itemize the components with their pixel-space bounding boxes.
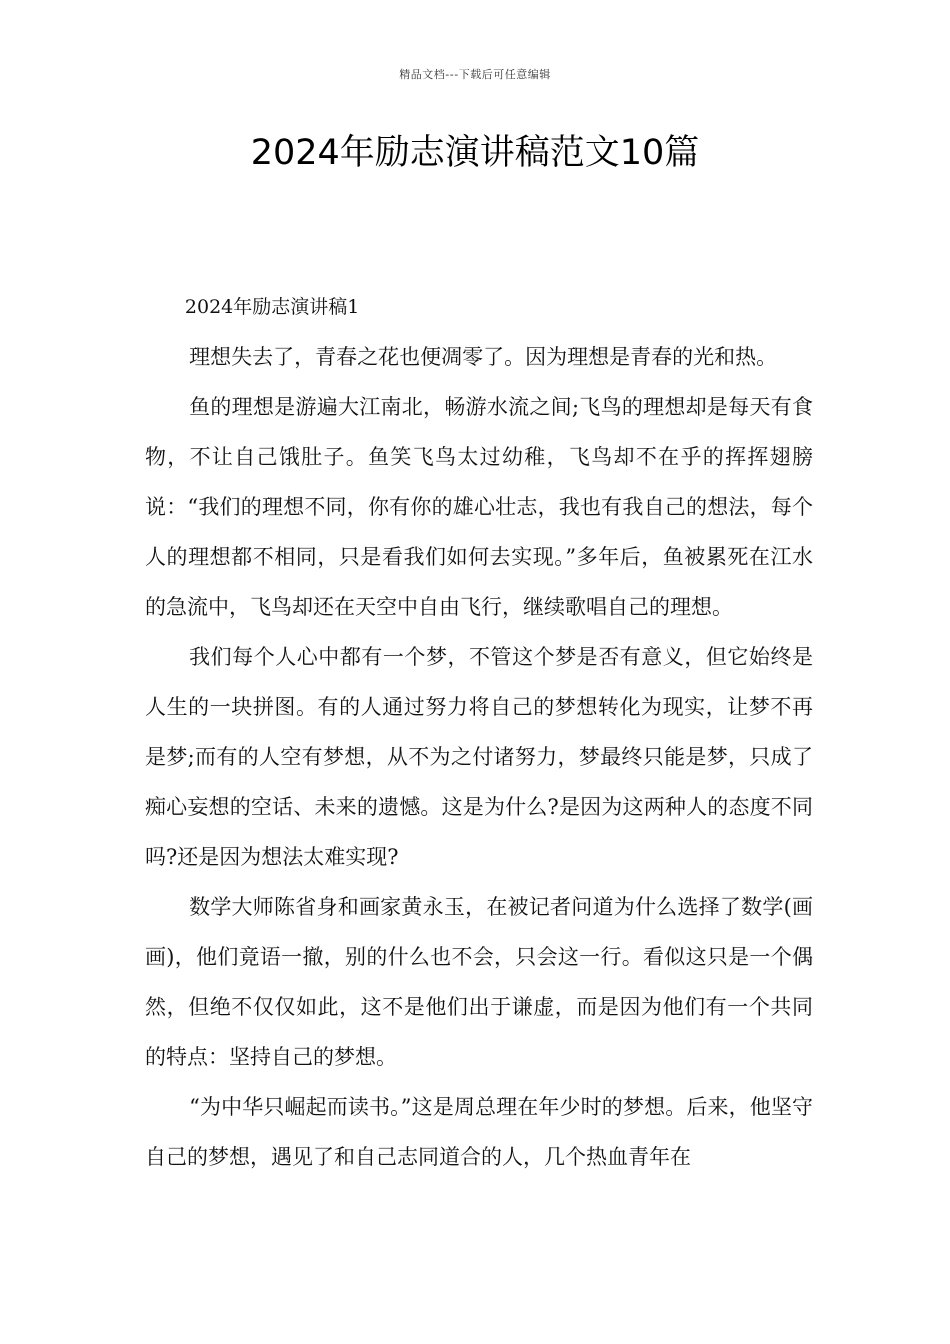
paragraph: 数学大师陈省身和画家黄永玉，在被记者问道为什么选择了数学(画画)，他们竟语一撤，别的什么也不会，只会这一行。看似这只是一个偶然，但绝不仅仅如此，这不是他们出于谦虚，而是因为他们有一个共同的特点：坚持自己的梦想。 [145,895,813,1069]
document-title: 2024年励志演讲稿范文10篇 [250,133,700,173]
paragraph: 理想失去了，青春之花也便凋零了。因为理想是青春的光和热。 [189,345,778,369]
paragraph: “为中华只崛起而读书。”这是周总理在年少时的梦想。后来，他坚守自己的梦想，遇见了和自己志同道合的人，几个热血青年在 [145,1095,813,1169]
paragraph: 我们每个人心中都有一个梦，不管这个梦是否有意义，但它始终是人生的一块拼图。有的人通过努力将自己的梦想转化为现实，让梦不再是梦;而有的人空有梦想，从不为之付诸努力，梦最终只能是梦，只成了痴心妄想的空话、未来的遗憾。这是为什么?是因为这两种人的态度不同吗?还是因为想法太难实现? [145,645,813,869]
header-note: 精品文档---下载后可任意编辑 [399,68,551,81]
paragraph: 鱼的理想是游遍大江南北，畅游水流之间;飞鸟的理想却是每天有食物，不让自己饿肚子。鱼笑飞鸟太过幼稚，飞鸟却不在乎的挥挥翅膀说：“我们的理想不同，你有你的雄心壮志，我也有我自己的想法，每个人的理想都不相同，只是看我们如何去实现。”多年后，鱼被累死在江水的急流中，飞鸟却还在天空中自由飞行，继续歌唱自己的理想。 [145,395,813,619]
document-body [145,282,813,1182]
section-heading: 2024年励志演讲稿1 [184,296,360,318]
